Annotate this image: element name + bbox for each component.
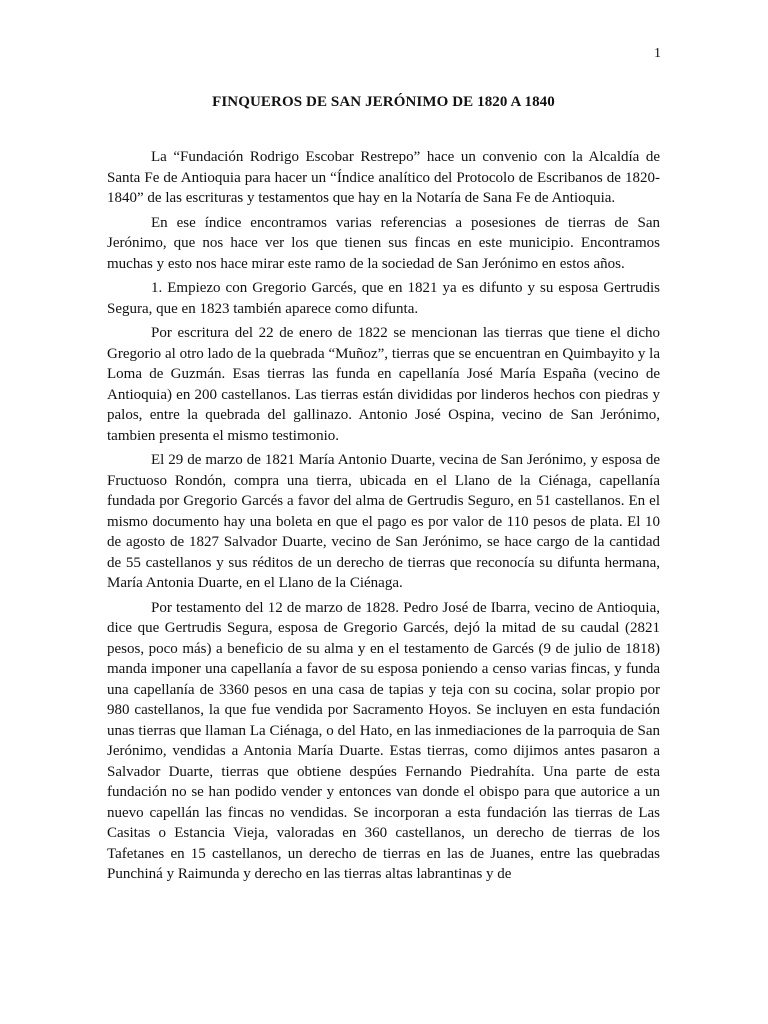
- paragraph: El 29 de marzo de 1821 María Antonio Duarte, vecina de San Jerónimo, y esposa de Fructuoso Rondón, compra una tierra, ubicada en el Llano de la Ciénaga, capellanía fundada por Gregorio Garcés a favor del alma de Gertrudis Seguro, en 51 castellanos. En el mismo documento hay una boleta en que el pago es por valor de 110 pesos de plata. El 10 de agosto de 1827 Salvador Duarte, vecino de San Jerónimo, se hace cargo de la cantidad de 55 castellanos y sus réditos de un derecho de tierras que reconocía su difunta hermana, María Antonia Duarte, en el Llano de la Ciénaga.: [107, 452, 660, 591]
- paragraph: 1. Empiezo con Gregorio Garcés, que en 1821 ya es difunto y su esposa Gertrudis Segura, que en 1823 también aparece como difunta.: [107, 280, 660, 317]
- paragraph: La “Fundación Rodrigo Escobar Restrepo” hace un convenio con la Alcaldía de Santa Fe de Antioquia para hacer un “Índice analítico del Protocolo de Escribanos de 1820-1840” de las escrituras y testamentos que hay en la Notaría de Sana Fe de Antioquia.: [107, 149, 660, 206]
- page-number: 1: [654, 46, 661, 61]
- paragraph: Por escritura del 22 de enero de 1822 se mencionan las tierras que tiene el dicho Gregorio al otro lado de la quebrada “Muñoz”, tierras que se encuentran en Quimbayito y la Loma de Guzmán. Esas tierras las funda en capellanía José María España (vecino de Antioquia) en 200 castellanos. Las tierras están divididas por linderos hechos con piedras y palos, entre la quebrada del gallinazo. Antonio José Ospina, vecino de San Jerónimo, tambien presenta el mismo testimonio.: [107, 325, 660, 444]
- document-body: [107, 147, 660, 889]
- document-title: FINQUEROS DE SAN JERÓNIMO DE 1820 A 1840: [212, 94, 555, 110]
- paragraph: Por testamento del 12 de marzo de 1828. Pedro José de Ibarra, vecino de Antioquia, dice que Gertrudis Segura, esposa de Gregorio Garcés, dejó la mitad de su caudal (2821 pesos, poco más) a beneficio de su alma y en el testamento de Garcés (9 de julio de 1818) manda imponer una capellanía a favor de su esposa poniendo a censo varias fincas, y funda una capellanía de 3360 pesos en una casa de tapias y teja con su cocina, solar propio por 980 castellanos, la que fue vendida por Sacramento Hoyos. Se incluyen en esta fundación unas tierras que llaman La Ciénaga, o del Hato, en las inmediaciones de la parroquia de San Jerónimo, vendidas a Antonia María Duarte. Estas tierras, como dijimos antes pasaron a Salvador Duarte, tierras que obtiene despúes Fernando Piedrahíta. Una parte de esta fundación no se han podido vender y entonces van donde el obispo para que autorice a un nuevo capellán las fincas no vendidas. Se incorporan a esta fundación las tierras de Las Casitas o Estancia Vieja, valoradas en 360 castellanos, un derecho de tierras de los Tafetanes en 15 castellanos, un derecho de tierras en las de Juanes, entre las quebradas Punchiná y Raimunda y derecho en las tierras altas labrantinas y de: [107, 599, 660, 882]
- paragraph: En ese índice encontramos varias referencias a posesiones de tierras de San Jerónimo, que nos hace ver los que tienen sus fincas en este municipio. Encontramos muchas y esto nos hace mirar este ramo de la sociedad de San Jerónimo en estos años.: [107, 214, 660, 272]
